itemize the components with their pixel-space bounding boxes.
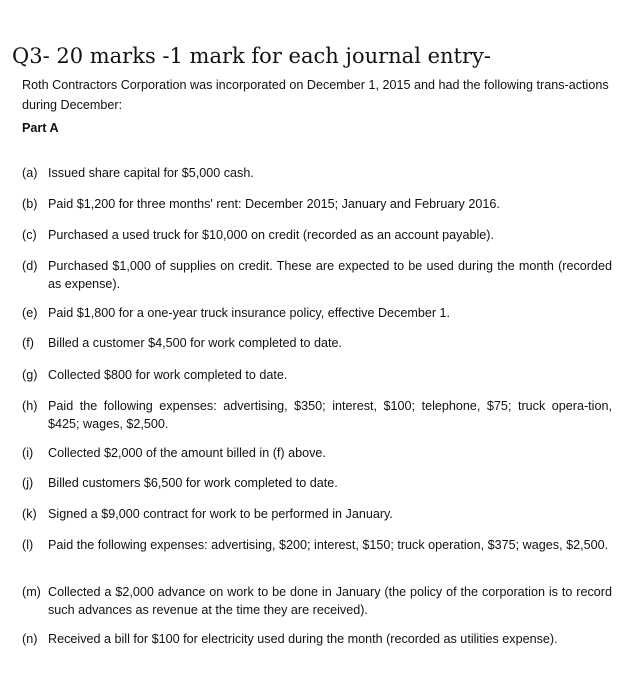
entry-letter: (k) [22, 507, 37, 521]
journal-entry-m [22, 583, 612, 619]
entry-letter: (d) [22, 259, 38, 273]
entry-text: Collected $2,000 of the amount billed in (f) above. [48, 446, 326, 460]
journal-entry-i [22, 444, 612, 462]
entry-letter: (i) [22, 446, 34, 460]
entry-letter: (b) [22, 197, 38, 211]
entry-text: Issued share capital for $5,000 cash. [48, 166, 254, 180]
entry-letter: (g) [22, 368, 38, 382]
entry-letter: (a) [22, 166, 38, 180]
entry-letter: (n) [22, 632, 38, 646]
entry-letter: (f) [22, 336, 34, 350]
journal-entry-k [22, 505, 612, 523]
entry-text: Purchased $1,000 of supplies on credit. These are expected to be used during the month (recorded as expense). [48, 259, 612, 291]
entry-text: Paid $1,200 for three months' rent: December 2015; January and February 2016. [48, 197, 500, 211]
entry-letter: (j) [22, 476, 34, 490]
journal-entry-g [22, 366, 612, 384]
journal-entry-f [22, 334, 612, 352]
entry-letter: (h) [22, 399, 38, 413]
journal-entry-e [22, 304, 612, 322]
journal-entry-j [22, 474, 612, 492]
journal-entry-c [22, 226, 612, 244]
entry-letter: (l) [22, 538, 34, 552]
question-heading: Q3- 20 marks -1 mark for each journal entry- [12, 44, 491, 68]
entry-letter: (c) [22, 228, 37, 242]
entry-text: Paid the following expenses: advertising, $350; interest, $100; telephone, $75; truck opera-tion, $425; wages, $2,500. [48, 399, 612, 431]
journal-entry-l [22, 536, 612, 554]
entry-text: Paid $1,800 for a one-year truck insurance policy, effective December 1. [48, 306, 451, 320]
entry-text: Paid the following expenses: advertising, $200; interest, $150; truck operation, $375; wages, $2,500. [48, 538, 609, 552]
entry-text: Billed customers $6,500 for work completed to date. [48, 476, 338, 490]
journal-entry-d [22, 257, 612, 293]
entry-text: Billed a customer $4,500 for work completed to date. [48, 336, 343, 350]
journal-entry-a [22, 164, 612, 182]
entry-letter: (m) [22, 585, 41, 599]
entry-letter: (e) [22, 306, 38, 320]
entry-text: Collected a $2,000 advance on work to be done in January (the policy of the corporation is to record such advances as revenue at the time they are received). [48, 585, 612, 617]
intro-paragraph: Roth Contractors Corporation was incorporated on December 1, 2015 and had the following trans-actions during December: [22, 78, 609, 112]
entry-text: Purchased a used truck for $10,000 on credit (recorded as an account payable). [48, 228, 494, 242]
entry-text: Signed a $9,000 contract for work to be performed in January. [48, 507, 393, 521]
journal-entry-n [22, 630, 612, 648]
entry-text: Collected $800 for work completed to date. [48, 368, 288, 382]
entry-text: Received a bill for $100 for electricity used during the month (recorded as utilities expense). [48, 632, 558, 646]
journal-entry-h [22, 397, 612, 433]
journal-entry-b [22, 195, 612, 213]
part-label: Part A [22, 121, 59, 135]
